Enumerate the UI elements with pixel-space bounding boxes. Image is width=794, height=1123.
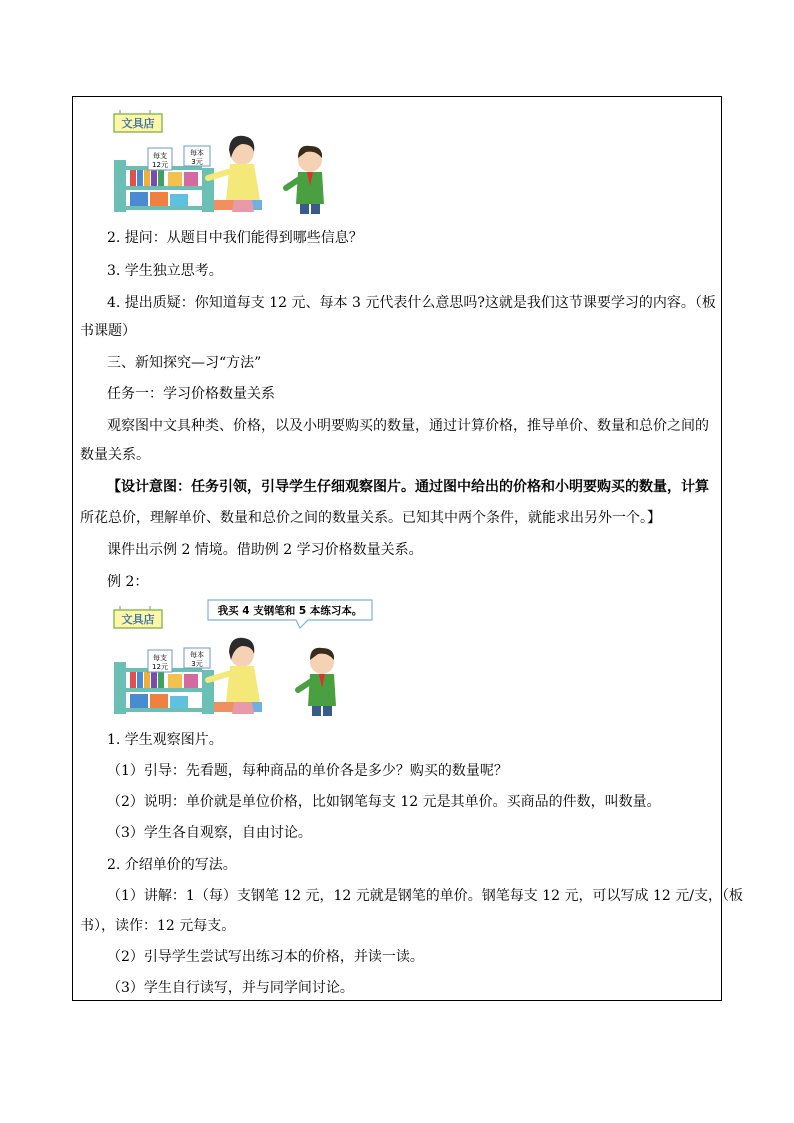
book-tag-line1: 每本 [190, 651, 204, 659]
text-line: （3）学生自行读写，并与同学间讨论。 [107, 980, 354, 996]
text-line: 2. 提问：从题目中我们能得到哪些信息？ [107, 230, 363, 246]
text-line: （3）学生各自观察，自由讨论。 [107, 825, 312, 841]
text-line: （2）说明：单价就是单位价格，比如钢笔每支 12 元是其单价。买商品的件数，叫数量。 [107, 794, 661, 810]
store-sign-text: 文具店 [121, 117, 155, 130]
text-line: 3. 学生独立思考。 [107, 263, 223, 279]
text-line: 所花总价，理解单价、数量和总价之间的数量关系。已知其中两个条件，就能求出另外一个。】 [80, 510, 661, 526]
book-tag-line1: 每本 [190, 149, 204, 157]
store-sign-text: 文具店 [121, 613, 155, 626]
stationery-store-illustration-1 [110, 108, 350, 218]
text-line: 书课题） [80, 323, 136, 339]
pen-tag-line2: 12元 [152, 663, 168, 671]
book-tag-line2: 3元 [191, 660, 203, 668]
store-sign [114, 110, 162, 132]
text-line: 书），读作：12 元每支。 [80, 918, 236, 934]
stationery-store-illustration-2 [110, 598, 380, 720]
design-intent-line: 【设计意图：任务引领，引导学生仔细观察图片。通过图中给出的价格和小明要购买的数量，计算 [107, 479, 709, 495]
text-line: 数量关系。 [80, 447, 150, 463]
pen-tag-line2: 12元 [152, 161, 168, 169]
pen-price-tag [148, 650, 172, 672]
boy-xiaoming [286, 146, 324, 214]
book-price-tag [184, 648, 210, 668]
text-line: （1）引导：先看题，每种商品的单价各是多少？购买的数量呢？ [107, 763, 508, 779]
text-line: 观察图中文具种类、价格，以及小明要购买的数量，通过计算价格，推导单价、数量和总价之间的 [107, 418, 709, 434]
speech-text: 我买 4 支钢笔和 5 本练习本。 [217, 605, 363, 617]
task-heading: 任务一：学习价格数量关系 [107, 386, 275, 402]
pen-tag-line1: 每支 [153, 654, 167, 662]
text-line: 课件出示例 2 情境。借助例 2 学习价格数量关系。 [107, 542, 423, 558]
text-line: （1）讲解：1（每）支钢笔 12 元，12 元就是钢笔的单价。钢笔每支 12 元，可以写成 12 元/支，（板 [107, 888, 743, 904]
example-label: 例 2： [107, 574, 149, 590]
text-line: 1. 学生观察图片。 [107, 732, 223, 748]
boy-xiaoming [298, 648, 336, 716]
speech-bubble [208, 600, 372, 628]
pen-price-tag [148, 148, 172, 170]
book-tag-line2: 3元 [191, 158, 203, 166]
pen-tag-line1: 每支 [153, 152, 167, 160]
book-price-tag [184, 146, 210, 166]
store-sign [114, 606, 162, 628]
text-line: 2. 介绍单价的写法。 [107, 857, 237, 873]
text-line: 4. 提出质疑：你知道每支 12 元、每本 3 元代表什么意思吗?这就是我们这节课要学习的内容。（板 [107, 295, 716, 311]
section-heading: 三、新知探究—习“方法” [107, 355, 262, 371]
text-line: （2）引导学生尝试写出练习本的价格，并读一读。 [107, 949, 424, 965]
